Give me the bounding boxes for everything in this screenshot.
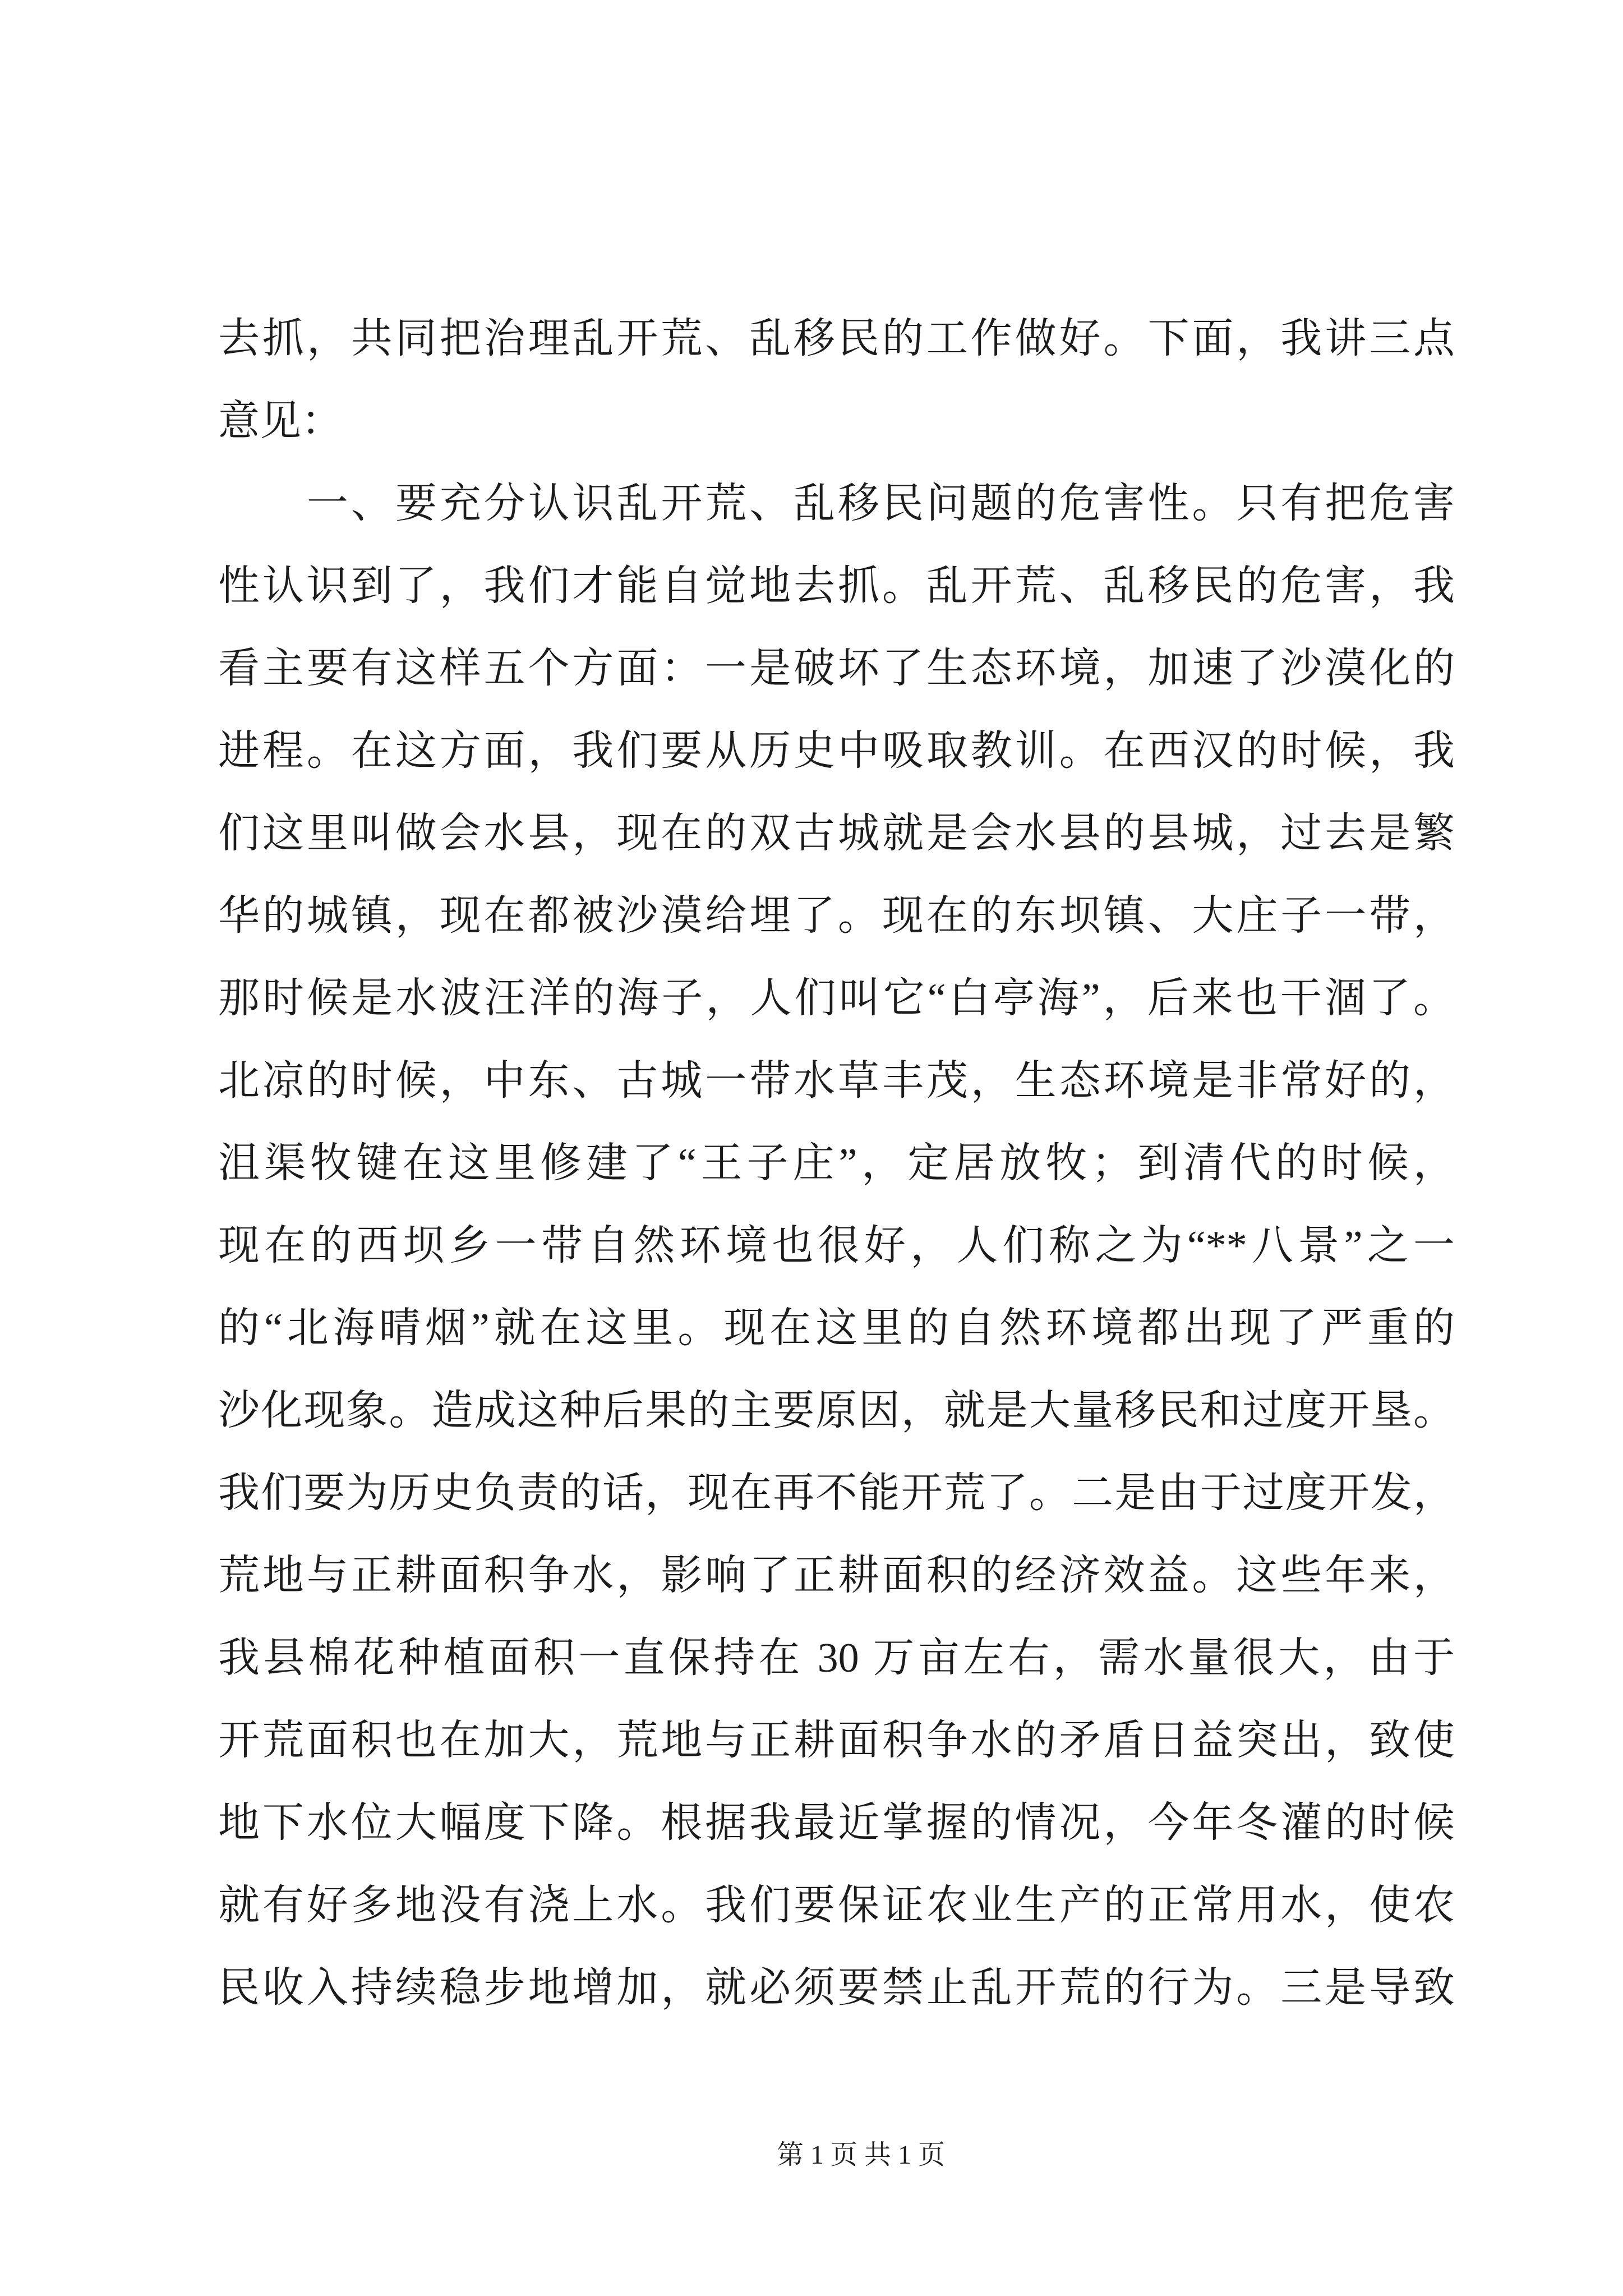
body-line: 开荒面积也在加大，荒地与正耕面积争水的矛盾日益突出，致使 xyxy=(218,1718,1455,1764)
body-line: 那时候是水波汪洋的海子，人们叫它“白亭海”，后来也干涸了。 xyxy=(218,976,1455,1022)
paragraph-first-line: 一、要充分认识乱开荒、乱移民问题的危害性。只有把危害 xyxy=(307,481,1455,527)
body-line: 进程。在这方面，我们要从历史中吸取教训。在西汉的时候，我 xyxy=(218,728,1455,774)
body-line: 意见： xyxy=(218,398,343,444)
body-line: 现在的西坝乡一带自然环境也很好，人们称之为“**八景”之一 xyxy=(218,1223,1455,1269)
body-line: 我们要为历史负责的话，现在再不能开荒了。二是由于过度开发， xyxy=(218,1470,1455,1516)
body-line: 地下水位大幅度下降。根据我最近掌握的情况，今年冬灌的时候 xyxy=(218,1800,1455,1846)
body-line: 华的城镇，现在都被沙漠给埋了。现在的东坝镇、大庄子一带， xyxy=(218,893,1455,939)
body-line: 沮渠牧键在这里修建了“王子庄”，定居放牧；到清代的时候， xyxy=(218,1140,1455,1186)
body-line: 去抓，共同把治理乱开荒、乱移民的工作做好。下面，我讲三点 xyxy=(218,316,1455,362)
body-line: 北凉的时候，中东、古城一带水草丰茂，生态环境是非常好的， xyxy=(218,1058,1455,1104)
body-line: 沙化现象。造成这种后果的主要原因，就是大量移民和过度开垦。 xyxy=(218,1388,1455,1434)
body-line: 的“北海晴烟”就在这里。现在这里的自然环境都出现了严重的 xyxy=(218,1305,1455,1351)
body-line: 我县棉花种植面积一直保持在 30 万亩左右，需水量很大，由于 xyxy=(218,1635,1455,1681)
document-body xyxy=(218,298,1455,2030)
body-line: 民收入持续稳步地增加，就必须要禁止乱开荒的行为。三是导致 xyxy=(218,1965,1455,2011)
body-line: 性认识到了，我们才能自觉地去抓。乱开荒、乱移民的危害，我 xyxy=(218,563,1455,609)
body-line: 就有好多地没有浇上水。我们要保证农业生产的正常用水，使农 xyxy=(218,1883,1455,1929)
body-line: 看主要有这样五个方面：一是破坏了生态环境，加速了沙漠化的 xyxy=(218,646,1455,692)
body-line: 们这里叫做会水县，现在的双古城就是会水县的县城，过去是繁 xyxy=(218,811,1455,857)
body-line: 荒地与正耕面积争水，影响了正耕面积的经济效益。这些年来， xyxy=(218,1553,1455,1599)
page-footer: 第 1 页 共 1 页 xyxy=(776,2140,945,2170)
